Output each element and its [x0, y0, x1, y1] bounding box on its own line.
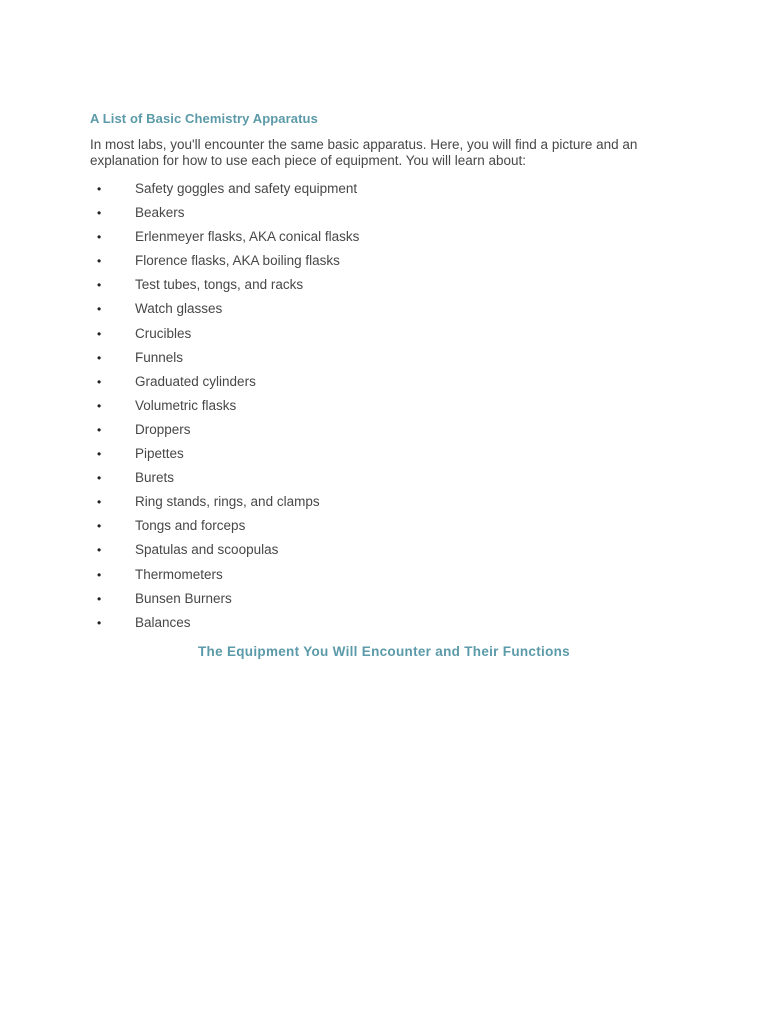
bullet-icon: •	[97, 230, 102, 245]
bullet-icon: •	[97, 374, 102, 389]
bullet-icon: •	[97, 206, 102, 221]
list-item-label: Graduated cylinders	[135, 373, 256, 389]
list-item-label: Burets	[135, 470, 175, 486]
bullet-icon: •	[97, 519, 102, 534]
list-item-label: Droppers	[135, 421, 191, 437]
list-item-label: Spatulas and scoopulas	[135, 542, 279, 558]
bullet-icon: •	[97, 495, 102, 510]
list-item-label: Crucibles	[135, 325, 192, 341]
bullet-icon: •	[97, 398, 102, 413]
list-item-label: Erlenmeyer flasks, AKA conical flasks	[135, 229, 360, 245]
list-item-label: Beakers	[135, 205, 185, 221]
bullet-icon: •	[97, 278, 102, 293]
list-item-label: Bunsen Burners	[135, 590, 232, 606]
list-item-label: Thermometers	[135, 566, 223, 582]
page-heading: A List of Basic Chemistry Apparatus	[90, 111, 318, 126]
list-item-label: Florence flasks, AKA boiling flasks	[135, 253, 340, 269]
bullet-icon: •	[97, 447, 102, 462]
bullet-icon: •	[97, 326, 102, 341]
list-item-label: Funnels	[135, 349, 184, 365]
list-item-label: Tongs and forceps	[135, 518, 246, 534]
list-item-label: Volumetric flasks	[135, 397, 237, 413]
list-item-label: Pipettes	[135, 446, 184, 462]
bullet-icon: •	[97, 615, 102, 630]
bullet-icon: •	[97, 422, 102, 437]
bullet-icon: •	[97, 350, 102, 365]
bullet-icon: •	[97, 591, 102, 606]
intro-paragraph: In most labs, you'll encounter the same basic apparatus. Here, you will find a picture and an explanation for how to use each piece of equipment. You will learn about:	[90, 137, 638, 168]
bullet-icon: •	[97, 471, 102, 486]
list-item-label: Test tubes, tongs, and racks	[135, 277, 304, 293]
list-item-label: Watch glasses	[135, 301, 223, 317]
section-subheading: The Equipment You Will Encounter and Their Functions	[198, 644, 570, 659]
bullet-icon: •	[97, 567, 102, 582]
bullet-icon: •	[97, 543, 102, 558]
bullet-icon: •	[97, 182, 102, 196]
list-item-label: Safety goggles and safety equipment	[135, 181, 358, 196]
bullet-icon: •	[97, 302, 102, 317]
list-item-label: Balances	[135, 614, 191, 630]
bullet-icon: •	[97, 254, 102, 269]
list-item-label: Ring stands, rings, and clamps	[135, 494, 320, 510]
